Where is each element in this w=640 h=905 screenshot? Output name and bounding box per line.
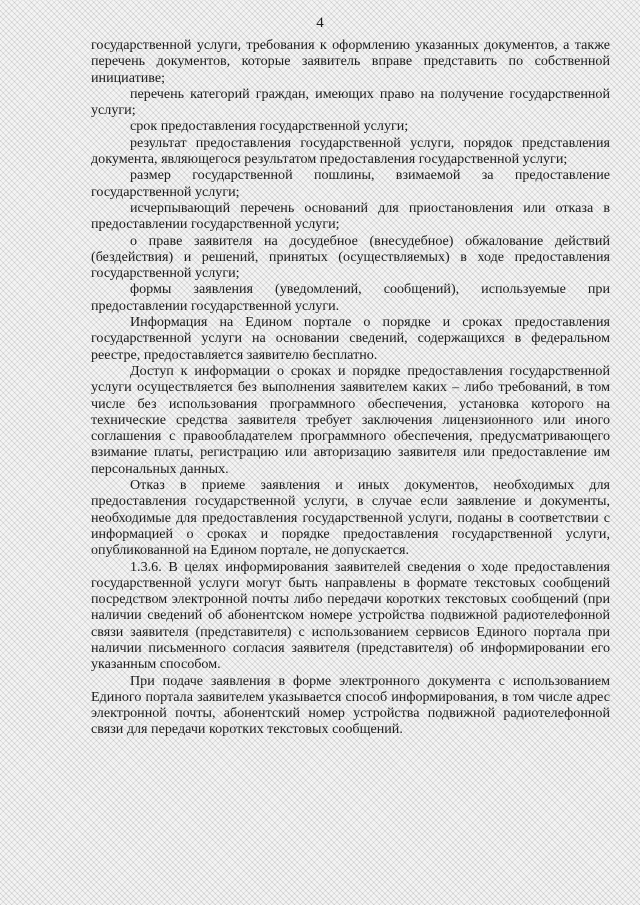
paragraph-access: Доступ к информации о сроках и порядке предоставления государственной услуги осуществляется без выполнения заявителем каких – либо требований, в том числе без использования программного обеспечения, установка которого на технические средства заявителя требует заключения лицензионного или иного соглашения с правообладателем программного обеспечения, предусматривающего взимание платы, регистрацию или авторизацию заявителя или предоставление им персональных данных. xyxy=(91,362,610,477)
paragraph-free-information: Информация на Едином портале о порядке и сроках предоставления государственной услуги на основании сведений, содержащихся в федеральном реестре, предоставляется заявителю бесплатно. xyxy=(91,314,610,363)
paragraph-electronic-application: При подаче заявления в форме электронного документа с использованием Единого портала заявителем указывается способ информирования, в том числе адрес электронной почты, абонентский номер устройства подвижной радиотелефонной связи для передачи коротких текстовых сообщений. xyxy=(91,672,610,738)
paragraph-continuation: государственной услуги, требования к оформлению указанных документов, а также перечень документов, которые заявитель вправе представить по собственной инициативе; xyxy=(91,37,610,86)
list-item-result: результат предоставления государственной услуги, порядок представления документа, являющегося результатом предоставления государственной услуги; xyxy=(91,134,610,168)
list-item-fee: размер государственной пошлины, взимаемой за предоставление государственной услуги; xyxy=(91,167,610,200)
list-item-appeal: о праве заявителя на досудебное (внесудебное) обжалование действий (бездействия) и решений, принятых (осуществляемых) в ходе предоставления государственной услуги; xyxy=(91,232,610,282)
page-number: 4 xyxy=(316,15,324,31)
paragraph-refusal: Отказ в приеме заявления и иных документов, необходимых для предоставления государственной услуги, в случае если заявление и документы, необходимые для предоставления государственной услуги, поданы в соответствии с информацией о сроках и порядке предоставления государственной услуги, опубликованной на Едином портале, не допускается. xyxy=(91,477,610,559)
paragraph-section-1-3-6: 1.3.6. В целях информирования заявителей сведения о ходе предоставления государственной услуги могут быть направлены в формате текстовых сообщений посредством электронной почты либо передачи коротких текстовых сообщений (при наличии сведений об абонентском номере устройства подвижной радиотелефонной связи заявителя (представителя) с использованием сервисов Единого портала при наличии письменного согласия заявителя (представителя) об информировании его указанным способом. xyxy=(91,558,610,673)
list-item-categories: перечень категорий граждан, имеющих право на получение государственной услуги; xyxy=(91,85,610,119)
list-item-grounds: исчерпывающий перечень оснований для приостановления или отказа в предоставлении государственной услуги; xyxy=(91,199,610,233)
list-item-term: срок предоставления государственной услуги; xyxy=(130,118,409,135)
list-item-forms: формы заявления (уведомлений, сообщений), используемые при предоставлении государственной услуги. xyxy=(91,281,610,314)
document-body xyxy=(91,37,610,738)
